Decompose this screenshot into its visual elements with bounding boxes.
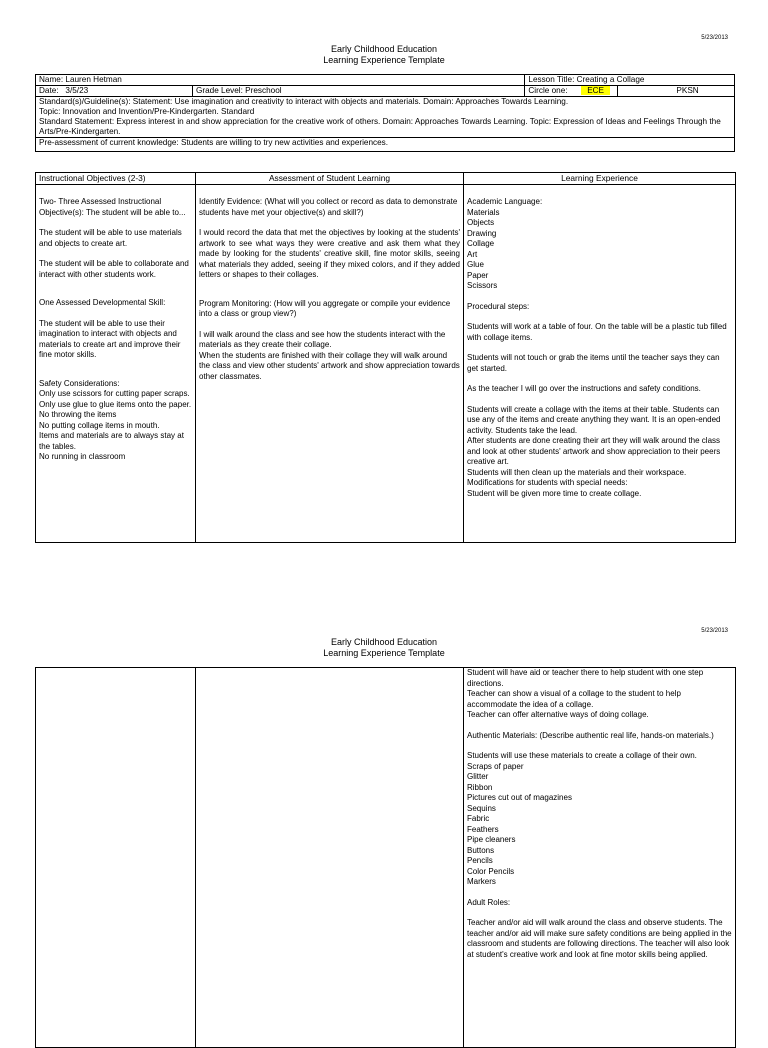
academic-item: Glue [467, 260, 484, 269]
academic-item: Scissors [467, 281, 498, 290]
step-6: Students will then clean up the materials and their workspace. [467, 467, 687, 477]
page2-title-line1: Early Childhood Education [330, 637, 438, 647]
lesson-table [35, 172, 736, 543]
page1-title-line2: Learning Experience Template [323, 55, 445, 65]
step-3: As the teacher I will go over the instructions and safety conditions. [467, 384, 701, 393]
material-item: Color Pencils [467, 866, 515, 876]
modification-3: Teacher can offer alternative ways of doing collage. [467, 710, 649, 719]
objective-2: The student will be able to collaborate and interact with other students work. [39, 259, 189, 279]
modifications-heading: Modifications for students with special needs: [467, 478, 628, 487]
academic-item: Art [467, 249, 478, 259]
evidence-text: I would record the data that met the objectives by looking at the students' artwork to see what ways they were creative and ask them what they made by looking for the students' creative skill, fine motor skills, seeing what materials they added, seeing if they mixed colors, and if they added letters or shapes to their collages. [199, 228, 460, 279]
col-assessment-header: Assessment of Student Learning [196, 173, 464, 185]
academic-item: Drawing [467, 228, 497, 238]
safety-item: Only use glue to glue items onto the paper. [39, 399, 192, 409]
pksn-cell [618, 86, 735, 97]
modifications-text: Student will be given more time to create collage. [467, 488, 642, 498]
circle-one-label: Circle one: [528, 86, 568, 95]
col-experience-header: Learning Experience [464, 173, 736, 185]
page1-title-line1: Early Childhood Education [330, 44, 438, 54]
page2-title [0, 637, 768, 659]
header-table [35, 74, 735, 152]
academic-list [467, 208, 732, 292]
date-label: Date: [39, 86, 59, 95]
date-cell [36, 86, 193, 97]
page1-title [0, 44, 768, 66]
standards-line2: Topic: Innovation and Invention/Pre-Kindergarten. Standard [39, 107, 255, 116]
dev-skill-heading: One Assessed Developmental Skill: [39, 298, 166, 307]
authentic-text: Students will use these materials to create a collage of their own. [467, 751, 697, 760]
assessment-cell-continued [196, 668, 464, 1048]
academic-heading: Academic Language: [467, 197, 543, 206]
safety-item: No putting collage items in mouth. [39, 420, 160, 430]
material-item: Scraps of paper [467, 761, 524, 771]
authentic-heading: Authentic Materials: (Describe authentic real life, hands-on materials.) [467, 730, 714, 740]
grade-level-cell: Grade Level: Preschool [193, 86, 525, 97]
academic-item: Paper [467, 270, 489, 280]
material-item: Feathers [467, 824, 499, 834]
material-item: Pictures cut out of magazines [467, 793, 572, 802]
evidence-heading: Identify Evidence: (What will you collect or record as data to demonstrate students have met your objective(s) and skill?) [199, 197, 458, 217]
safety-list [39, 389, 192, 463]
page1-date: 5/23/2013 [701, 35, 728, 41]
material-item: Buttons [467, 845, 495, 855]
objectives-cell [36, 185, 196, 543]
material-item: Sequins [467, 803, 496, 813]
step-4: Students will create a collage with the items at their table. Students can use any of the items and create anything they want. It is an open-ended activity. Students take the lead. [467, 404, 721, 435]
standards-line1: Standard(s)/Guideline(s): Statement: Use imagination and creativity to interact with objects and materials. Domain: Approaches Towards Learning. [39, 97, 569, 106]
material-item: Ribbon [467, 782, 493, 792]
col-objectives-header: Instructional Objectives (2-3) [36, 173, 196, 185]
modification-2: Teacher can show a visual of a collage to the student to help accommodate the idea of a collage. [467, 689, 681, 709]
materials-list [467, 762, 732, 888]
safety-item: Only use scissors for cutting paper scraps. [39, 389, 190, 398]
academic-item: Objects [467, 218, 495, 227]
step-2: Students will not touch or grab the items until the teacher says they can get started. [467, 353, 720, 373]
safety-item: No throwing the items [39, 410, 117, 419]
page2-date: 5/23/2013 [701, 628, 728, 634]
assessment-cell [196, 185, 464, 543]
safety-heading: Safety Considerations: [39, 378, 120, 388]
experience-cell-continued [464, 668, 736, 1048]
modification-1: Student will have aid or teacher there to help student with one step directions. [467, 668, 704, 688]
preassessment-cell: Pre-assessment of current knowledge: Students are willing to try new activities and experiences. [36, 138, 735, 152]
objectives-cell-continued [36, 668, 196, 1048]
monitoring-heading: Program Monitoring: (How will you aggregate or compile your evidence into a class or group view?) [199, 298, 451, 318]
monitoring-text-1: I will walk around the class and see how the students interact with the materials as they create their collage. [199, 329, 446, 349]
safety-item: Items and materials are to always stay at the tables. [39, 431, 184, 451]
material-item: Fabric [467, 814, 490, 823]
step-1: Students will work at a table of four. On the table will be a plastic tub filled with collage items. [467, 322, 727, 342]
circle-one-cell [525, 86, 618, 97]
objectives-heading: Two- Three Assessed Instructional Objective(s): The student will be able to... [39, 197, 186, 217]
dev-skill-text: The student will be able to use their imagination to interact with objects and materials to create art and improve their fine motor skills. [39, 318, 181, 359]
adult-roles-heading: Adult Roles: [467, 897, 511, 907]
material-item: Glitter [467, 772, 489, 781]
lesson-title-cell: Lesson Title: Creating a Collage [525, 75, 735, 86]
experience-cell [464, 185, 736, 543]
step-5: After students are done creating their art they will walk around the class and look at other students' artwork and show appreciation to their peers creative art. [467, 436, 721, 466]
material-item: Pencils [467, 856, 493, 865]
page2-title-line2: Learning Experience Template [323, 648, 445, 658]
lesson-table-continued [35, 667, 736, 1048]
objective-1: The student will be able to use materials and objects to create art. [39, 228, 182, 248]
academic-item: Materials [467, 207, 500, 217]
material-item: Pipe cleaners [467, 835, 516, 844]
name-cell: Name: Lauren Hetman [36, 75, 525, 86]
standards-line3: Standard Statement: Express interest in and show appreciation for the creative work of others. Domain: Approaches Towards Learning. Topic: Expression of Ideas and Feelings Through the Arts/Pre-Kindergarten. [39, 117, 721, 136]
date-value: 3/5/23 [65, 86, 89, 95]
pksn-option: PKSN [676, 86, 699, 95]
adult-roles-text: Teacher and/or aid will walk around the class and observe students. The teacher and/or aid will make sure safety conditions are being applied in the classroom and students are following directions. The teacher will also look at student's creative work and look at fine motor skills being applied. [467, 918, 732, 959]
safety-item: No running in classroom [39, 452, 126, 461]
procedural-heading: Procedural steps: [467, 301, 530, 311]
material-item: Markers [467, 877, 496, 886]
ece-option: ECE [581, 86, 610, 95]
monitoring-text-2: When the students are finished with their collage they will walk around the class and view other students' artwork and show appreciation towards other classmates. [199, 350, 460, 381]
academic-item: Collage [467, 239, 495, 248]
standards-cell [36, 97, 735, 138]
